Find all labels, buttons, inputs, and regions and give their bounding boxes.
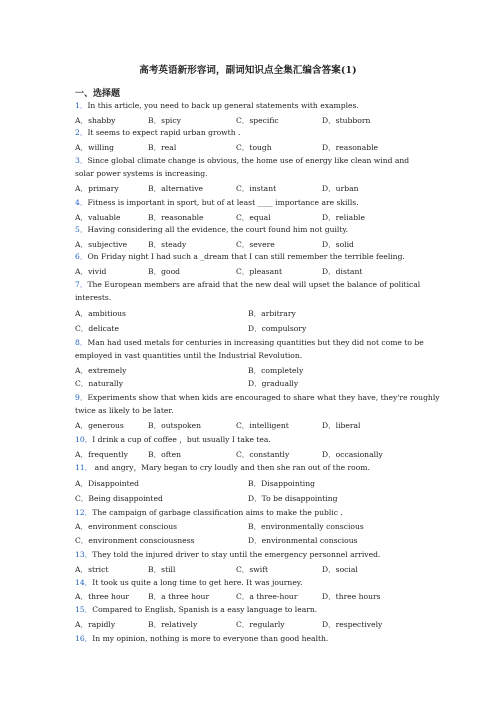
question-text: In my opinion, nothing is more to everyone than good health. <box>92 634 329 643</box>
question-text: In this article, you need to back up general statements with examples. <box>87 101 359 110</box>
question-stem <box>75 578 303 588</box>
question-stem <box>75 435 271 445</box>
question-number: 15． <box>75 605 93 614</box>
answer-option[interactable]: A．environment conscious <box>75 522 177 531</box>
question-number: 2． <box>75 128 88 137</box>
answer-option[interactable]: C．specific <box>236 116 279 125</box>
answer-option[interactable]: A．subjective <box>75 240 128 249</box>
answer-option[interactable]: A．Disappointed <box>75 479 140 488</box>
answer-option[interactable]: B．still <box>148 565 176 574</box>
question-number: 12． <box>75 508 93 517</box>
question-number: 3． <box>75 156 88 165</box>
answer-option[interactable]: D．liberal <box>322 421 361 430</box>
question-stem <box>75 128 240 138</box>
question-text: solar power systems is increasing. <box>75 169 208 178</box>
question-number: 13． <box>75 550 93 559</box>
question-text: On Friday night I had such a _dream that I can still remember the terrible feeling. <box>87 252 405 261</box>
answer-option[interactable]: D．To be disappointing <box>248 494 338 503</box>
answer-option[interactable]: D．distant <box>322 267 363 276</box>
question-stem <box>75 225 348 235</box>
question-stem <box>75 293 111 303</box>
answer-option[interactable]: D．reliable <box>322 213 365 222</box>
question-number: 5． <box>75 225 88 234</box>
question-text: and angry，Mary began to cry loudly and then she ran out of the room. <box>92 463 370 472</box>
answer-option[interactable]: B．often <box>148 450 181 459</box>
question-number: 16． <box>75 634 93 643</box>
answer-option[interactable]: A．generous <box>75 421 124 430</box>
answer-option[interactable]: B．good <box>148 267 181 276</box>
question-text: The campaign of garbage classification aims to make the public . <box>92 508 343 517</box>
question-text: It seems to expect rapid urban growth . <box>87 128 241 137</box>
answer-option[interactable]: C．pleasant <box>236 267 283 276</box>
answer-option[interactable]: C．equal <box>236 213 271 222</box>
section-heading: 一、选择题 <box>75 89 121 99</box>
answer-option[interactable]: A．three hour <box>75 592 130 601</box>
answer-option[interactable]: D．reasonable <box>322 143 379 152</box>
answer-option[interactable]: A．willing <box>75 143 115 152</box>
question-stem <box>75 252 405 262</box>
question-text: The European members are afraid that the new deal will upset the balance of political <box>87 280 421 289</box>
question-number: 11． <box>75 463 93 472</box>
question-stem <box>75 338 424 348</box>
answer-option[interactable]: B．alternative <box>148 184 203 193</box>
question-stem <box>75 463 370 473</box>
question-number: 14． <box>75 578 93 587</box>
answer-option[interactable]: B．environmentally conscious <box>248 522 364 531</box>
answer-option[interactable]: A．strict <box>75 565 109 574</box>
answer-option[interactable]: B．a three hour <box>148 592 210 601</box>
question-stem <box>75 406 174 416</box>
question-text: I drink a cup of coffee ，but usually I take tea. <box>92 435 271 444</box>
answer-option[interactable]: C．naturally <box>75 379 124 388</box>
answer-option[interactable]: D．solid <box>322 240 354 249</box>
question-text: interests. <box>75 293 112 302</box>
question-text: Fitness is important in sport, but of at least ____ importance are skills. <box>87 198 359 207</box>
question-number: 6． <box>75 252 88 261</box>
question-stem <box>75 508 343 518</box>
question-number: 10． <box>75 435 93 444</box>
answer-option[interactable]: D．respectively <box>322 620 383 629</box>
question-stem <box>75 101 359 111</box>
answer-option[interactable]: A．extremely <box>75 366 127 375</box>
question-number: 1． <box>75 101 88 110</box>
answer-option[interactable]: A．valuable <box>75 213 121 222</box>
answer-option[interactable]: C．Being disappointed <box>75 494 163 503</box>
answer-option[interactable]: C．instant <box>236 184 277 193</box>
question-stem <box>75 198 359 208</box>
answer-option[interactable]: C．a three-hour <box>236 592 298 601</box>
answer-option[interactable]: D．occasionally <box>322 450 383 459</box>
answer-option[interactable]: D．social <box>322 565 358 574</box>
answer-option[interactable]: A．primary <box>75 184 119 193</box>
answer-option[interactable]: D．gradually <box>248 379 299 388</box>
answer-option[interactable]: C．environment consciousness <box>75 536 195 545</box>
question-number: 9． <box>75 393 88 402</box>
answer-option[interactable]: C．swift <box>236 565 269 574</box>
answer-option[interactable]: C．intelligent <box>236 421 289 430</box>
answer-option[interactable]: D．environmental conscious <box>248 536 358 545</box>
question-stem <box>75 280 420 290</box>
answer-option[interactable]: B．outspoken <box>148 421 202 430</box>
answer-option[interactable]: C．delicate <box>75 324 119 333</box>
answer-option[interactable]: A．ambitious <box>75 309 126 318</box>
answer-option[interactable]: B．reasonable <box>148 213 204 222</box>
answer-option[interactable]: B．steady <box>148 240 187 249</box>
question-stem <box>75 393 440 403</box>
question-text: It took us quite a long time to get here. It was journey. <box>92 578 303 587</box>
question-stem <box>75 634 328 644</box>
answer-option[interactable]: B．Disappointing <box>248 479 315 488</box>
answer-option[interactable]: C．constantly <box>236 450 290 459</box>
question-text: Man had used metals for centuries in increasing quantities but they did not come to be <box>87 338 424 347</box>
answer-option[interactable]: B．real <box>148 143 177 152</box>
answer-option[interactable]: B．arbitrary <box>248 309 296 318</box>
question-stem <box>75 605 317 615</box>
answer-option[interactable]: A．shabby <box>75 116 116 125</box>
question-text: They told the injured driver to stay until the emergency personnel arrived. <box>92 550 381 559</box>
question-stem <box>75 351 302 361</box>
answer-option[interactable]: A．rapidly <box>75 620 116 629</box>
answer-option[interactable]: A．vivid <box>75 267 107 276</box>
answer-option[interactable]: A．frequently <box>75 450 128 459</box>
question-text: Since global climate change is obvious, the home use of energy like clean wind and <box>87 156 410 165</box>
answer-option[interactable]: C．regularly <box>236 620 285 629</box>
answer-option[interactable]: D．three hours <box>322 592 381 601</box>
document-title: 高考英语新形容词，副词知识点全集汇编含答案(1) <box>139 65 357 76</box>
answer-option[interactable]: D．stubborn <box>322 116 371 125</box>
answer-option[interactable]: D．urban <box>322 184 359 193</box>
answer-option[interactable]: B．completely <box>248 366 304 375</box>
question-number: 4． <box>75 198 88 207</box>
question-text: Experiments show that when kids are encouraged to share what they have, they're roughly <box>87 393 440 402</box>
question-stem <box>75 550 380 560</box>
answer-option[interactable]: C．tough <box>236 143 272 152</box>
question-number: 7． <box>75 280 88 289</box>
answer-option[interactable]: B．spicy <box>148 116 181 125</box>
answer-option[interactable]: D．compulsory <box>248 324 307 333</box>
answer-option[interactable]: C．severe <box>236 240 275 249</box>
question-text: Compared to English, Spanish is a easy language to learn. <box>92 605 318 614</box>
question-text: employed in vast quantities until the Industrial Revolution. <box>75 351 303 360</box>
question-stem <box>75 169 208 179</box>
answer-option[interactable]: B．relatively <box>148 620 198 629</box>
question-text: Having considering all the evidence, the court found him not guilty. <box>87 225 349 234</box>
question-number: 8． <box>75 338 88 347</box>
question-text: twice as likely to be later. <box>75 406 174 415</box>
question-stem <box>75 156 409 166</box>
